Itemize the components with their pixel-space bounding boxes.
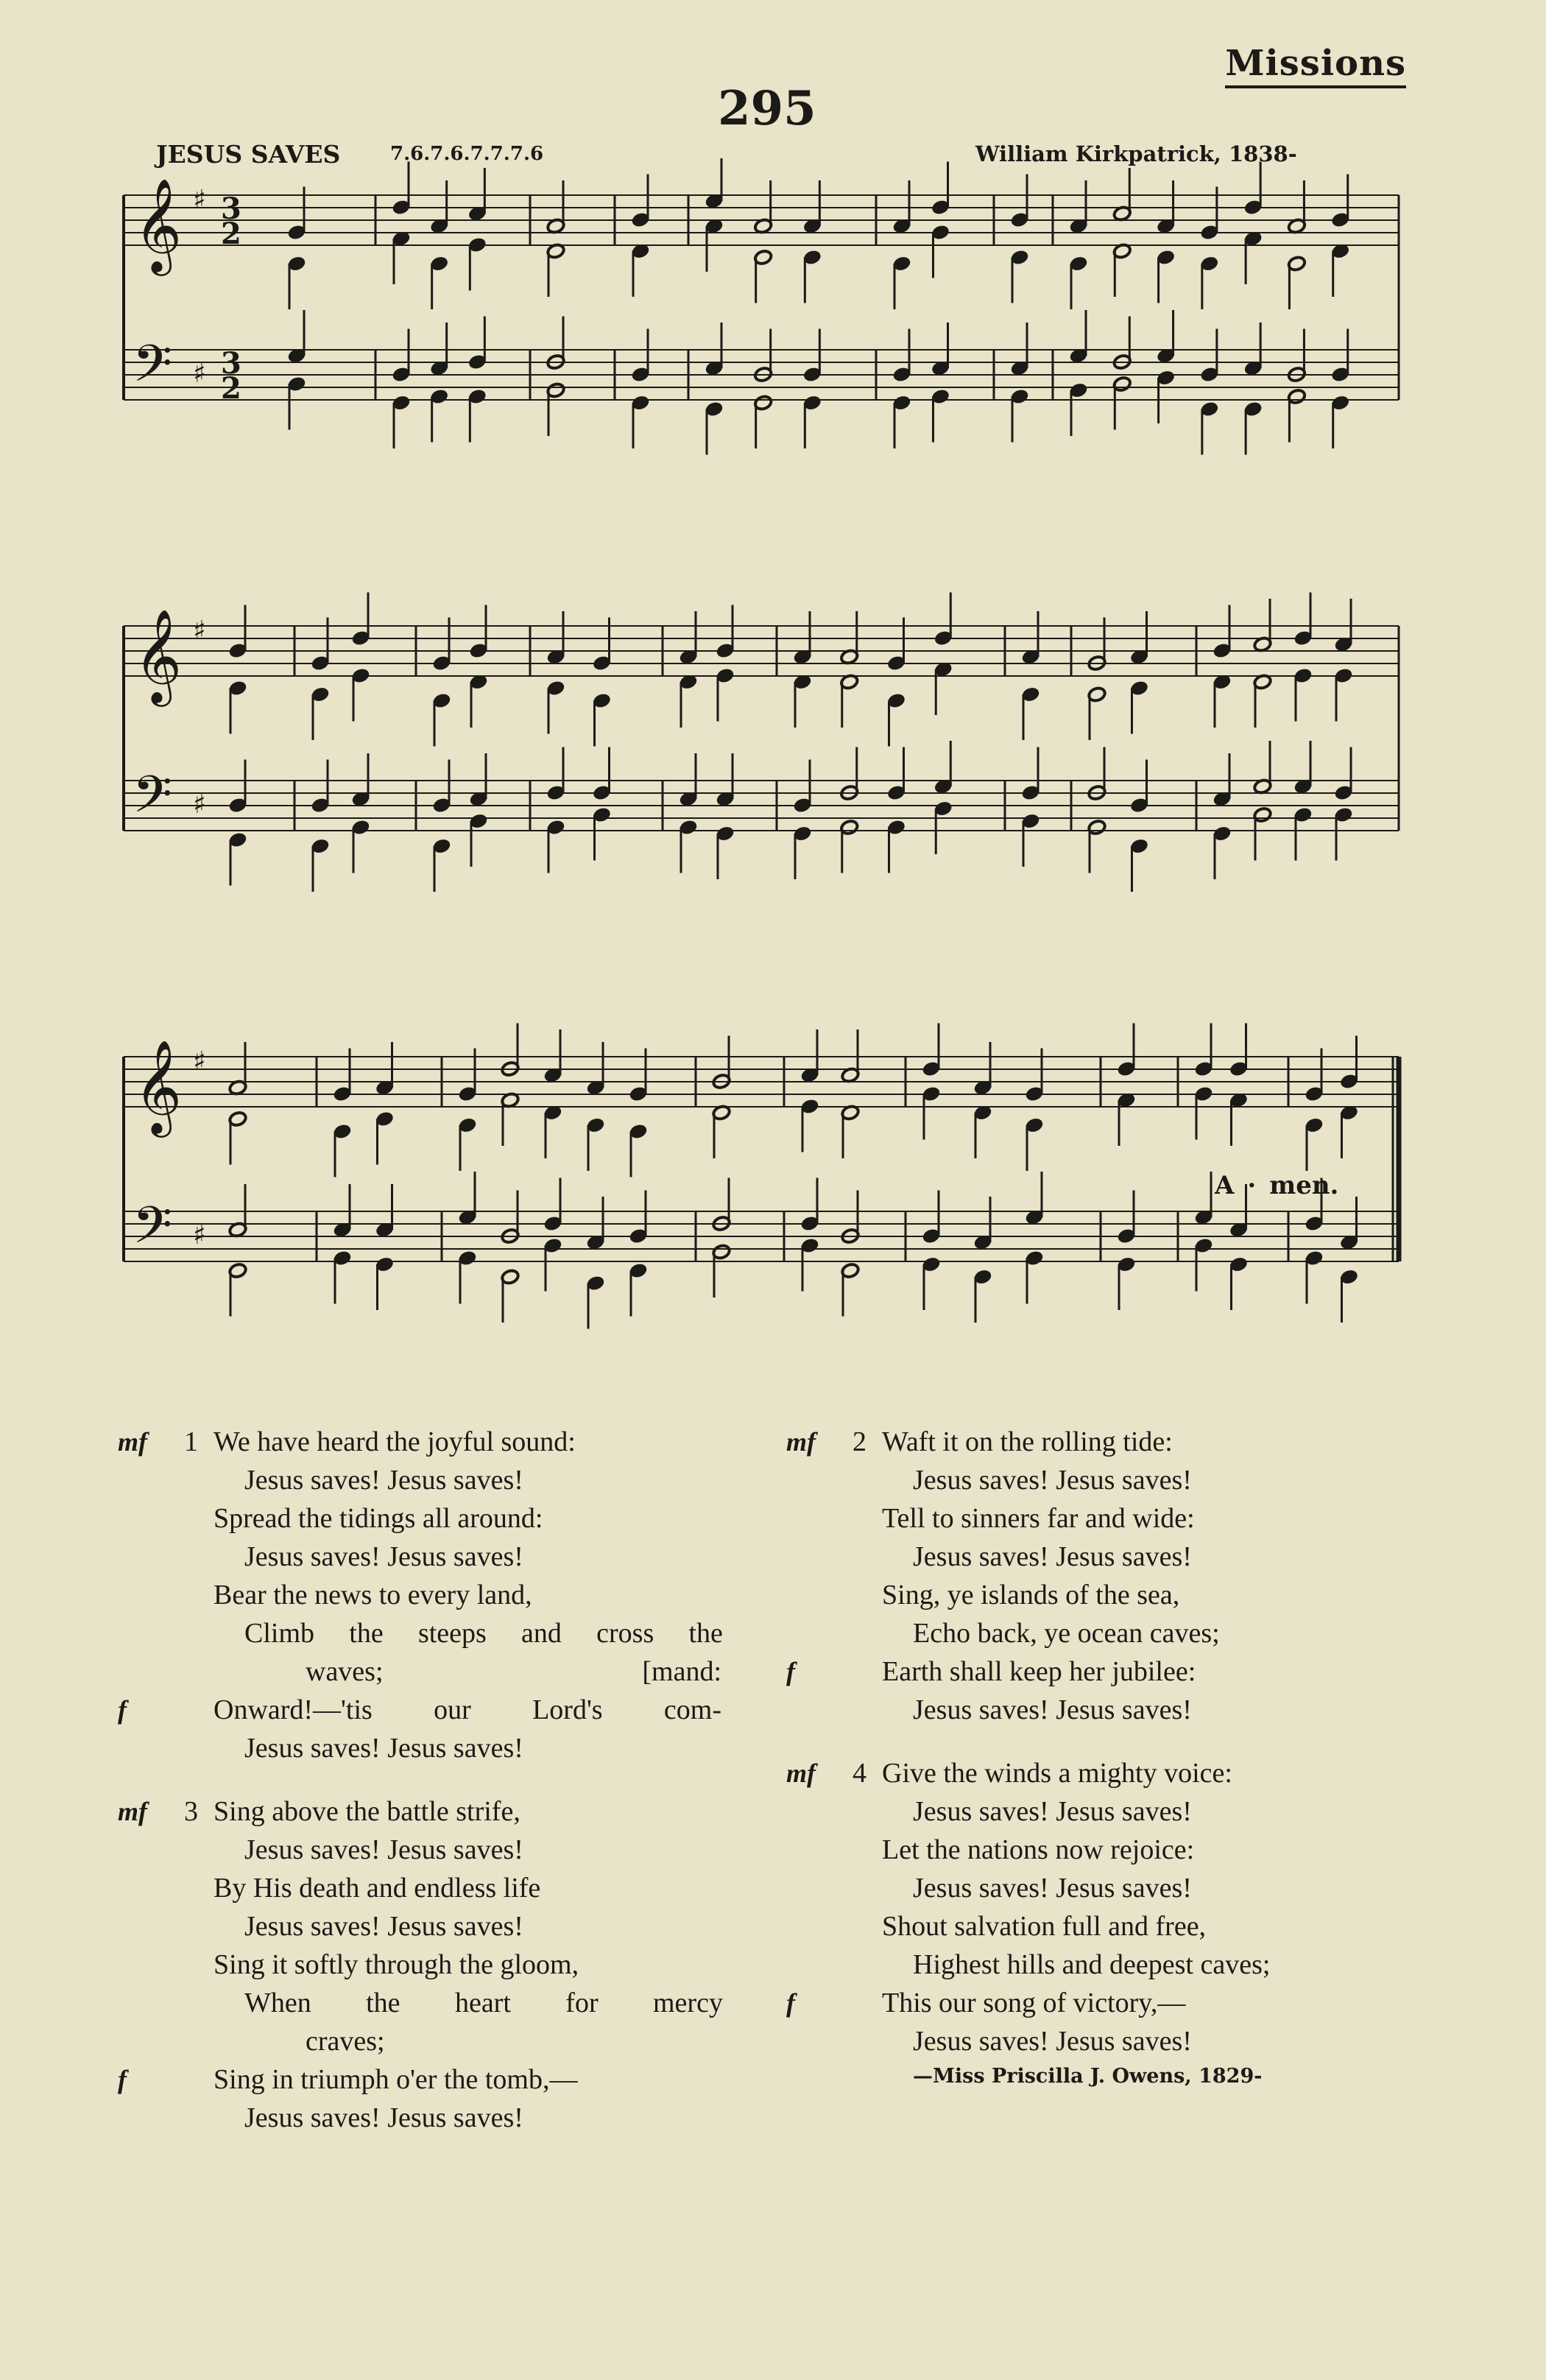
verse-line <box>882 1792 1471 1831</box>
verse-number: 1 <box>184 1426 198 1457</box>
verse-line <box>213 1538 802 1576</box>
verse-line <box>118 1792 802 1831</box>
verse-text: Sing above the battle strife, <box>213 1796 520 1827</box>
verse-line <box>882 1907 1471 1946</box>
verse-text: Let the nations now rejoice: <box>882 1834 1195 1865</box>
treble-clef-icon: 𝄞 <box>134 1039 183 1133</box>
dynamic-marking: f <box>786 1657 795 1686</box>
verse-text: Jesus saves! Jesus saves! <box>244 1541 523 1572</box>
tune-name: JESUS SAVES <box>156 140 341 169</box>
bass-clef-icon: 𝄢 <box>133 334 173 406</box>
verse-line <box>882 1614 1471 1652</box>
verse-text: Earth shall keep her jubilee: <box>882 1656 1196 1687</box>
verse-line <box>882 1499 1471 1538</box>
verse-number: 2 <box>853 1426 866 1457</box>
verse-line <box>118 1691 802 1729</box>
verse-line <box>213 2099 802 2137</box>
verse-text: Climb the steeps and cross the <box>244 1618 723 1649</box>
verse-line <box>213 2022 802 2060</box>
sharp-icon: ♯ <box>193 1220 206 1250</box>
verse-text: Jesus saves! Jesus saves! <box>244 1465 523 1496</box>
verse-text: Jesus saves! Jesus saves! <box>913 1465 1192 1496</box>
verse-text: Jesus saves! Jesus saves! <box>244 1733 523 1764</box>
verse-line <box>213 1984 802 2022</box>
sharp-icon: ♯ <box>193 616 206 646</box>
dynamic-marking: mf <box>786 1427 816 1457</box>
verse-line <box>118 2060 802 2099</box>
verse-line <box>786 1652 1471 1691</box>
verse-line <box>213 1614 802 1652</box>
verse-text: Spread the tidings all around: <box>213 1503 543 1534</box>
hymn-number: 295 <box>718 81 816 136</box>
time-signature: 3 <box>221 191 241 226</box>
verse-number: 3 <box>184 1796 198 1827</box>
verse-line-tail: [mand: <box>642 1656 721 1687</box>
verse-text: Highest hills and deepest caves; <box>913 1949 1271 1980</box>
verse-text: Jesus saves! Jesus saves! <box>913 1541 1192 1572</box>
music-system-1 <box>0 158 1546 541</box>
verse-line <box>213 1652 802 1691</box>
treble-clef-icon: 𝄞 <box>134 177 183 272</box>
verse-text: We have heard the joyful sound: <box>213 1426 576 1457</box>
verse-line <box>882 1461 1471 1499</box>
verse-line <box>213 1869 802 1907</box>
verse-3 <box>118 1792 802 2137</box>
verse-1 <box>118 1423 802 1767</box>
verse-text: Echo back, ye ocean caves; <box>913 1618 1220 1649</box>
dynamic-marking: mf <box>118 1427 147 1457</box>
verse-line <box>213 1831 802 1869</box>
verse-text: Tell to sinners far and wide: <box>882 1503 1195 1534</box>
verse-line <box>882 2022 1471 2060</box>
sharp-icon: ♯ <box>193 1046 206 1077</box>
verse-text: Sing it softly through the gloom, <box>213 1949 579 1980</box>
meter: 7.6.7.6.7.7.7.6 <box>390 143 544 165</box>
verse-text: Waft it on the rolling tide: <box>882 1426 1173 1457</box>
bass-clef-icon: 𝄢 <box>133 1195 173 1267</box>
verse-text: craves; <box>306 2026 385 2057</box>
sharp-icon: ♯ <box>193 789 206 820</box>
amen-hyphen: · <box>1247 1171 1257 1200</box>
dynamic-marking: f <box>118 2065 127 2094</box>
verse-text: Sing, ye islands of the sea, <box>882 1580 1180 1610</box>
amen-syllable-2: men. <box>1269 1171 1339 1200</box>
time-signature: 2 <box>221 371 241 406</box>
verse-line <box>213 1907 802 1946</box>
verse-line <box>786 1754 1471 1792</box>
section-title: Missions <box>1225 43 1406 88</box>
time-signature: 2 <box>221 216 241 251</box>
sharp-icon: ♯ <box>193 185 206 215</box>
verses-left-column <box>118 1423 802 2162</box>
verse-text: Jesus saves! Jesus saves! <box>244 1834 523 1865</box>
verse-text: Onward!—'tis our Lord's com- <box>213 1694 721 1725</box>
verse-text: Jesus saves! Jesus saves! <box>244 2102 523 2133</box>
verse-text: Bear the news to every land, <box>213 1580 532 1610</box>
verse-text: Jesus saves! Jesus saves! <box>913 1694 1192 1725</box>
verse-text: Jesus saves! Jesus saves! <box>913 2026 1192 2057</box>
verses-right-column <box>786 1423 1471 2088</box>
amen-syllable-1: A <box>1215 1171 1235 1200</box>
composer-credit: William Kirkpatrick, 1838- <box>975 141 1297 166</box>
verse-line <box>882 1869 1471 1907</box>
verse-text: Jesus saves! Jesus saves! <box>913 1796 1192 1827</box>
dynamic-marking: f <box>786 1988 795 2018</box>
verse-2 <box>786 1423 1471 1729</box>
verse-line <box>213 1461 802 1499</box>
sharp-icon: ♯ <box>193 359 206 389</box>
verse-line <box>786 1423 1471 1461</box>
verse-line <box>213 1499 802 1538</box>
verse-text: By His death and endless life <box>213 1873 541 1904</box>
verse-text: Give the winds a mighty voice: <box>882 1758 1232 1789</box>
verse-line <box>118 1423 802 1461</box>
verse-line <box>213 1946 802 1984</box>
verse-text: This our song of victory,— <box>882 1988 1186 2018</box>
verse-line <box>786 1984 1471 2022</box>
verse-4 <box>786 1754 1471 2088</box>
verse-line <box>882 1576 1471 1614</box>
verse-line <box>882 1691 1471 1729</box>
dynamic-marking: mf <box>786 1758 816 1788</box>
treble-clef-icon: 𝄞 <box>134 608 183 703</box>
verse-number: 4 <box>853 1758 866 1789</box>
verse-line <box>213 1576 802 1614</box>
dynamic-marking: f <box>118 1695 127 1725</box>
dynamic-marking: mf <box>118 1797 147 1826</box>
time-signature: 3 <box>221 346 241 381</box>
verse-line <box>213 1729 802 1767</box>
verse-text: Shout salvation full and free, <box>882 1911 1207 1942</box>
music-system-3 <box>0 1020 1546 1403</box>
verse-line <box>882 1946 1471 1984</box>
verse-text: Jesus saves! Jesus saves! <box>244 1911 523 1942</box>
amen-lyric <box>1215 1171 1338 1200</box>
verse-text: Sing in triumph o'er the tomb,— <box>213 2064 578 2095</box>
lyricist-credit: —Miss Priscilla J. Owens, 1829- <box>913 2065 1263 2088</box>
verse-text: When the heart for mercy <box>244 1988 723 2018</box>
verse-text: waves; <box>306 1656 384 1687</box>
verse-line <box>882 1538 1471 1576</box>
music-system-2 <box>0 589 1546 972</box>
verse-line <box>882 1831 1471 1869</box>
verse-text: Jesus saves! Jesus saves! <box>913 1873 1192 1904</box>
bass-clef-icon: 𝄢 <box>133 764 173 837</box>
